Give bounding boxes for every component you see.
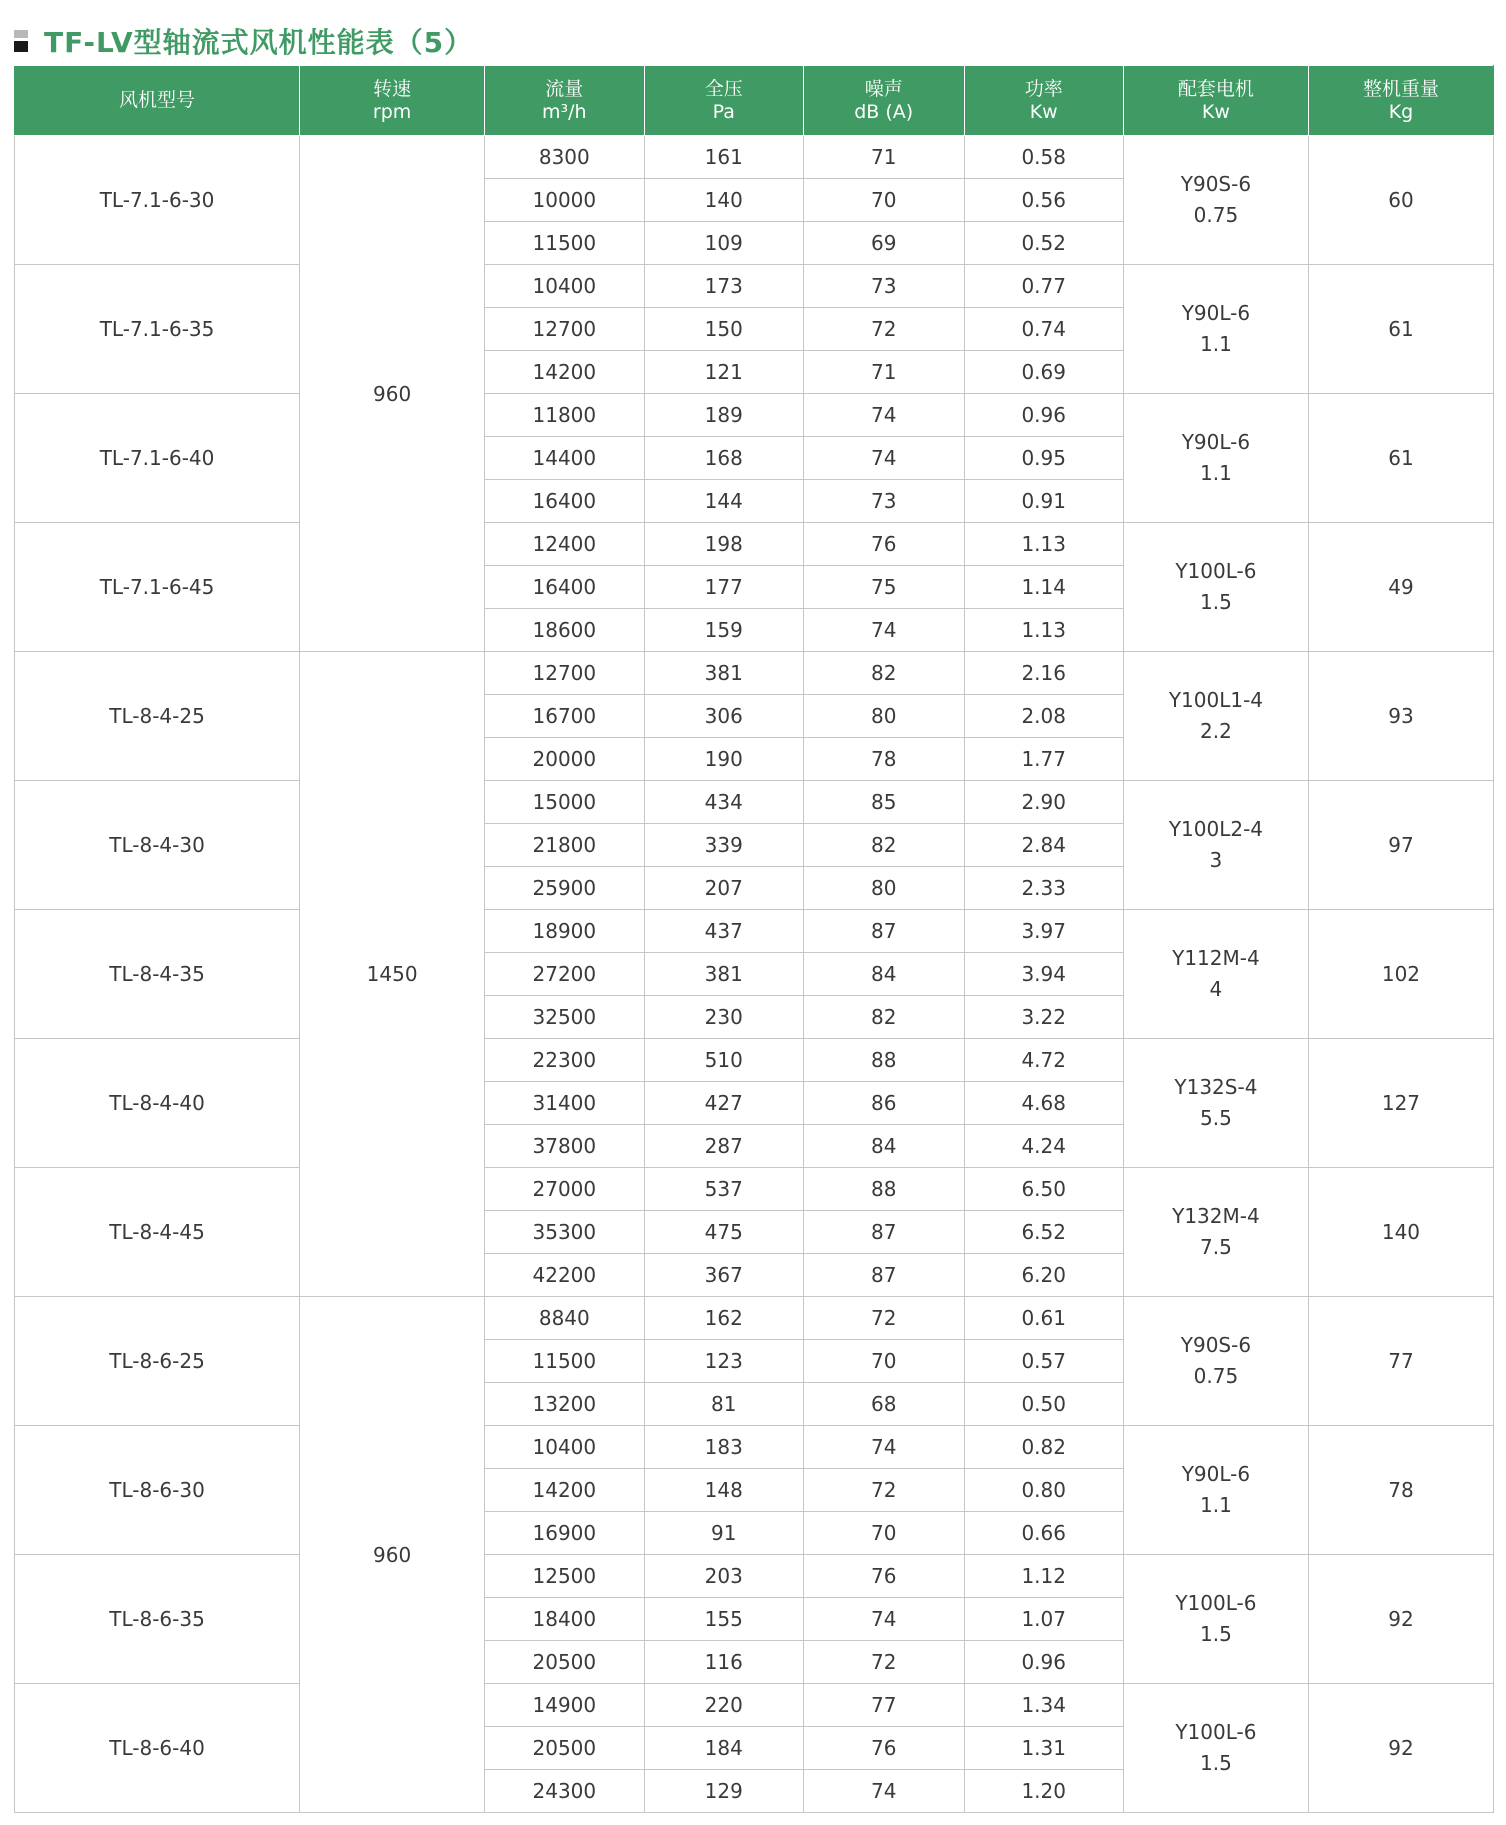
power-cell: 4.24 <box>964 1125 1123 1168</box>
model-cell: TL-8-4-35 <box>15 910 300 1039</box>
motor-cell <box>1123 265 1308 394</box>
flow-cell: 22300 <box>485 1039 644 1082</box>
power-cell: 0.95 <box>964 437 1123 480</box>
speed-cell: 960 <box>300 136 485 652</box>
table-row <box>15 1297 1494 1340</box>
motor-type: Y90L-6 <box>1181 301 1251 325</box>
flow-cell: 8840 <box>485 1297 644 1340</box>
model-cell: TL-8-6-25 <box>15 1297 300 1426</box>
speed-cell: 960 <box>300 1297 485 1813</box>
power-cell: 3.22 <box>964 996 1123 1039</box>
pressure-cell: 155 <box>644 1598 803 1641</box>
pressure-cell: 183 <box>644 1426 803 1469</box>
motor-cell <box>1123 781 1308 910</box>
flow-cell: 12500 <box>485 1555 644 1598</box>
weight-cell: 97 <box>1308 781 1493 910</box>
header-speed: 转速 rpm <box>300 66 485 136</box>
pressure-cell: 510 <box>644 1039 803 1082</box>
table-row <box>15 1039 1494 1082</box>
pressure-cell: 129 <box>644 1770 803 1813</box>
pressure-cell: 81 <box>644 1383 803 1426</box>
weight-cell: 127 <box>1308 1039 1493 1168</box>
noise-cell: 74 <box>803 1770 964 1813</box>
pressure-cell: 161 <box>644 136 803 179</box>
weight-cell: 92 <box>1308 1555 1493 1684</box>
model-cell: TL-8-6-30 <box>15 1426 300 1555</box>
noise-cell: 82 <box>803 652 964 695</box>
power-cell: 0.82 <box>964 1426 1123 1469</box>
motor-type: Y100L-6 <box>1175 1591 1257 1615</box>
flow-cell: 10000 <box>485 179 644 222</box>
noise-cell: 80 <box>803 867 964 910</box>
header-pressure: 全压 Pa <box>644 66 803 136</box>
model-cell: TL-8-4-25 <box>15 652 300 781</box>
flow-cell: 31400 <box>485 1082 644 1125</box>
performance-table <box>14 65 1494 1813</box>
flow-cell: 16400 <box>485 480 644 523</box>
weight-cell: 93 <box>1308 652 1493 781</box>
pressure-cell: 162 <box>644 1297 803 1340</box>
motor-cell <box>1123 910 1308 1039</box>
pressure-cell: 381 <box>644 953 803 996</box>
flow-cell: 14900 <box>485 1684 644 1727</box>
noise-cell: 87 <box>803 1211 964 1254</box>
power-cell: 2.16 <box>964 652 1123 695</box>
noise-cell: 74 <box>803 1598 964 1641</box>
flow-cell: 16700 <box>485 695 644 738</box>
motor-type: Y112M-4 <box>1172 946 1260 970</box>
pressure-cell: 230 <box>644 996 803 1039</box>
motor-cell <box>1123 1684 1308 1813</box>
model-cell: TL-8-4-40 <box>15 1039 300 1168</box>
flow-cell: 11500 <box>485 222 644 265</box>
model-cell: TL-7.1-6-45 <box>15 523 300 652</box>
header-weight: 整机重量 Kg <box>1308 66 1493 136</box>
motor-kw: 0.75 <box>1193 1364 1239 1388</box>
pressure-cell: 437 <box>644 910 803 953</box>
power-cell: 3.94 <box>964 953 1123 996</box>
flow-cell: 18400 <box>485 1598 644 1641</box>
motor-cell <box>1123 1426 1308 1555</box>
weight-cell: 102 <box>1308 910 1493 1039</box>
table-row <box>15 1426 1494 1469</box>
model-cell: TL-7.1-6-35 <box>15 265 300 394</box>
speed-cell: 1450 <box>300 652 485 1297</box>
pressure-cell: 150 <box>644 308 803 351</box>
motor-kw: 1.5 <box>1200 1751 1232 1775</box>
flow-cell: 13200 <box>485 1383 644 1426</box>
table-row <box>15 910 1494 953</box>
weight-cell: 60 <box>1308 136 1493 265</box>
pressure-cell: 220 <box>644 1684 803 1727</box>
flow-cell: 15000 <box>485 781 644 824</box>
power-cell: 0.52 <box>964 222 1123 265</box>
noise-cell: 86 <box>803 1082 964 1125</box>
table-row <box>15 523 1494 566</box>
header-flow: 流量 m³/h <box>485 66 644 136</box>
noise-cell: 87 <box>803 910 964 953</box>
table-row <box>15 1684 1494 1727</box>
power-cell: 0.96 <box>964 1641 1123 1684</box>
pressure-cell: 198 <box>644 523 803 566</box>
noise-cell: 69 <box>803 222 964 265</box>
motor-kw: 1.5 <box>1200 1622 1232 1646</box>
flow-cell: 21800 <box>485 824 644 867</box>
motor-kw: 5.5 <box>1200 1106 1232 1130</box>
noise-cell: 77 <box>803 1684 964 1727</box>
noise-cell: 74 <box>803 609 964 652</box>
motor-kw: 3 <box>1209 848 1223 872</box>
motor-type: Y132S-4 <box>1174 1075 1258 1099</box>
power-cell: 0.56 <box>964 179 1123 222</box>
power-cell: 1.31 <box>964 1727 1123 1770</box>
power-cell: 2.90 <box>964 781 1123 824</box>
power-cell: 0.50 <box>964 1383 1123 1426</box>
flow-cell: 27000 <box>485 1168 644 1211</box>
table-row <box>15 1555 1494 1598</box>
noise-cell: 84 <box>803 953 964 996</box>
power-cell: 1.20 <box>964 1770 1123 1813</box>
pressure-cell: 121 <box>644 351 803 394</box>
flow-cell: 37800 <box>485 1125 644 1168</box>
pressure-cell: 173 <box>644 265 803 308</box>
motor-type: Y132M-4 <box>1172 1204 1260 1228</box>
flow-cell: 12700 <box>485 308 644 351</box>
noise-cell: 71 <box>803 136 964 179</box>
motor-type: Y90L-6 <box>1181 430 1251 454</box>
power-cell: 1.34 <box>964 1684 1123 1727</box>
pressure-cell: 159 <box>644 609 803 652</box>
power-cell: 3.97 <box>964 910 1123 953</box>
motor-kw: 1.1 <box>1200 1493 1232 1517</box>
weight-cell: 49 <box>1308 523 1493 652</box>
noise-cell: 70 <box>803 1512 964 1555</box>
power-cell: 2.33 <box>964 867 1123 910</box>
pressure-cell: 287 <box>644 1125 803 1168</box>
pressure-cell: 184 <box>644 1727 803 1770</box>
power-cell: 1.12 <box>964 1555 1123 1598</box>
flow-cell: 20500 <box>485 1727 644 1770</box>
flow-cell: 27200 <box>485 953 644 996</box>
weight-cell: 77 <box>1308 1297 1493 1426</box>
pressure-cell: 434 <box>644 781 803 824</box>
noise-cell: 82 <box>803 996 964 1039</box>
noise-cell: 74 <box>803 394 964 437</box>
motor-cell <box>1123 523 1308 652</box>
motor-cell <box>1123 1168 1308 1297</box>
motor-cell <box>1123 136 1308 265</box>
model-cell: TL-7.1-6-40 <box>15 394 300 523</box>
model-cell: TL-8-6-35 <box>15 1555 300 1684</box>
power-cell: 4.68 <box>964 1082 1123 1125</box>
flow-cell: 32500 <box>485 996 644 1039</box>
table-row <box>15 652 1494 695</box>
motor-kw: 4 <box>1209 977 1223 1001</box>
noise-cell: 76 <box>803 1555 964 1598</box>
noise-cell: 71 <box>803 351 964 394</box>
noise-cell: 88 <box>803 1039 964 1082</box>
power-cell: 0.80 <box>964 1469 1123 1512</box>
power-cell: 6.20 <box>964 1254 1123 1297</box>
power-cell: 0.57 <box>964 1340 1123 1383</box>
pressure-cell: 190 <box>644 738 803 781</box>
weight-cell: 61 <box>1308 394 1493 523</box>
power-cell: 6.50 <box>964 1168 1123 1211</box>
flow-cell: 8300 <box>485 136 644 179</box>
motor-type: Y90L-6 <box>1181 1462 1251 1486</box>
power-cell: 4.72 <box>964 1039 1123 1082</box>
power-cell: 0.58 <box>964 136 1123 179</box>
noise-cell: 73 <box>803 265 964 308</box>
flow-cell: 16400 <box>485 566 644 609</box>
noise-cell: 70 <box>803 179 964 222</box>
power-cell: 1.13 <box>964 609 1123 652</box>
model-cell: TL-8-6-40 <box>15 1684 300 1813</box>
motor-type: Y100L-6 <box>1175 559 1257 583</box>
noise-cell: 73 <box>803 480 964 523</box>
title-marker-icon <box>14 30 28 52</box>
model-cell: TL-8-4-45 <box>15 1168 300 1297</box>
motor-cell <box>1123 1039 1308 1168</box>
power-cell: 1.14 <box>964 566 1123 609</box>
noise-cell: 68 <box>803 1383 964 1426</box>
power-cell: 0.96 <box>964 394 1123 437</box>
flow-cell: 25900 <box>485 867 644 910</box>
model-cell: TL-8-4-30 <box>15 781 300 910</box>
flow-cell: 14400 <box>485 437 644 480</box>
noise-cell: 74 <box>803 1426 964 1469</box>
table-row <box>15 136 1494 179</box>
noise-cell: 70 <box>803 1340 964 1383</box>
noise-cell: 82 <box>803 824 964 867</box>
pressure-cell: 177 <box>644 566 803 609</box>
motor-cell <box>1123 394 1308 523</box>
motor-cell <box>1123 652 1308 781</box>
weight-cell: 92 <box>1308 1684 1493 1813</box>
table-header-row <box>15 66 1494 136</box>
power-cell: 6.52 <box>964 1211 1123 1254</box>
flow-cell: 10400 <box>485 265 644 308</box>
weight-cell: 140 <box>1308 1168 1493 1297</box>
pressure-cell: 207 <box>644 867 803 910</box>
motor-kw: 1.1 <box>1200 461 1232 485</box>
model-cell: TL-7.1-6-30 <box>15 136 300 265</box>
motor-type: Y100L-6 <box>1175 1720 1257 1744</box>
motor-kw: 0.75 <box>1193 203 1239 227</box>
noise-cell: 76 <box>803 523 964 566</box>
motor-kw: 2.2 <box>1200 719 1232 743</box>
pressure-cell: 367 <box>644 1254 803 1297</box>
table-row <box>15 1168 1494 1211</box>
pressure-cell: 339 <box>644 824 803 867</box>
flow-cell: 24300 <box>485 1770 644 1813</box>
flow-cell: 16900 <box>485 1512 644 1555</box>
noise-cell: 85 <box>803 781 964 824</box>
noise-cell: 87 <box>803 1254 964 1297</box>
flow-cell: 11800 <box>485 394 644 437</box>
noise-cell: 74 <box>803 437 964 480</box>
table-row <box>15 394 1494 437</box>
motor-cell <box>1123 1555 1308 1684</box>
header-model: 风机型号 <box>15 66 300 136</box>
noise-cell: 84 <box>803 1125 964 1168</box>
flow-cell: 18900 <box>485 910 644 953</box>
noise-cell: 88 <box>803 1168 964 1211</box>
noise-cell: 72 <box>803 1641 964 1684</box>
pressure-cell: 123 <box>644 1340 803 1383</box>
power-cell: 1.77 <box>964 738 1123 781</box>
pressure-cell: 109 <box>644 222 803 265</box>
pressure-cell: 168 <box>644 437 803 480</box>
power-cell: 0.61 <box>964 1297 1123 1340</box>
weight-cell: 78 <box>1308 1426 1493 1555</box>
page-title: TF-LV型轴流式风机性能表（5） <box>44 26 474 59</box>
flow-cell: 35300 <box>485 1211 644 1254</box>
power-cell: 0.77 <box>964 265 1123 308</box>
flow-cell: 42200 <box>485 1254 644 1297</box>
motor-kw: 1.1 <box>1200 332 1232 356</box>
motor-type: Y90S-6 <box>1180 1333 1252 1357</box>
pressure-cell: 140 <box>644 179 803 222</box>
motor-kw: 1.5 <box>1200 590 1232 614</box>
flow-cell: 10400 <box>485 1426 644 1469</box>
power-cell: 1.13 <box>964 523 1123 566</box>
flow-cell: 11500 <box>485 1340 644 1383</box>
power-cell: 2.08 <box>964 695 1123 738</box>
flow-cell: 14200 <box>485 351 644 394</box>
header-noise: 噪声 dB (A) <box>803 66 964 136</box>
motor-type: Y100L2-4 <box>1168 817 1264 841</box>
noise-cell: 72 <box>803 1469 964 1512</box>
pressure-cell: 189 <box>644 394 803 437</box>
flow-cell: 20500 <box>485 1641 644 1684</box>
power-cell: 0.74 <box>964 308 1123 351</box>
noise-cell: 72 <box>803 308 964 351</box>
noise-cell: 80 <box>803 695 964 738</box>
pressure-cell: 203 <box>644 1555 803 1598</box>
pressure-cell: 144 <box>644 480 803 523</box>
header-motor: 配套电机 Kw <box>1123 66 1308 136</box>
flow-cell: 18600 <box>485 609 644 652</box>
motor-type: Y90S-6 <box>1180 172 1252 196</box>
flow-cell: 14200 <box>485 1469 644 1512</box>
pressure-cell: 475 <box>644 1211 803 1254</box>
noise-cell: 72 <box>803 1297 964 1340</box>
power-cell: 0.66 <box>964 1512 1123 1555</box>
pressure-cell: 427 <box>644 1082 803 1125</box>
flow-cell: 12400 <box>485 523 644 566</box>
header-power: 功率 Kw <box>964 66 1123 136</box>
pressure-cell: 116 <box>644 1641 803 1684</box>
power-cell: 0.69 <box>964 351 1123 394</box>
flow-cell: 12700 <box>485 652 644 695</box>
flow-cell: 20000 <box>485 738 644 781</box>
table-row <box>15 265 1494 308</box>
pressure-cell: 306 <box>644 695 803 738</box>
pressure-cell: 91 <box>644 1512 803 1555</box>
power-cell: 0.91 <box>964 480 1123 523</box>
pressure-cell: 148 <box>644 1469 803 1512</box>
weight-cell: 61 <box>1308 265 1493 394</box>
power-cell: 2.84 <box>964 824 1123 867</box>
pressure-cell: 537 <box>644 1168 803 1211</box>
motor-type: Y100L1-4 <box>1168 688 1264 712</box>
motor-kw: 7.5 <box>1200 1235 1232 1259</box>
table-body <box>15 136 1494 1813</box>
page-title-bar <box>14 16 473 66</box>
power-cell: 1.07 <box>964 1598 1123 1641</box>
table-row <box>15 781 1494 824</box>
motor-cell <box>1123 1297 1308 1426</box>
noise-cell: 76 <box>803 1727 964 1770</box>
pressure-cell: 381 <box>644 652 803 695</box>
noise-cell: 75 <box>803 566 964 609</box>
noise-cell: 78 <box>803 738 964 781</box>
